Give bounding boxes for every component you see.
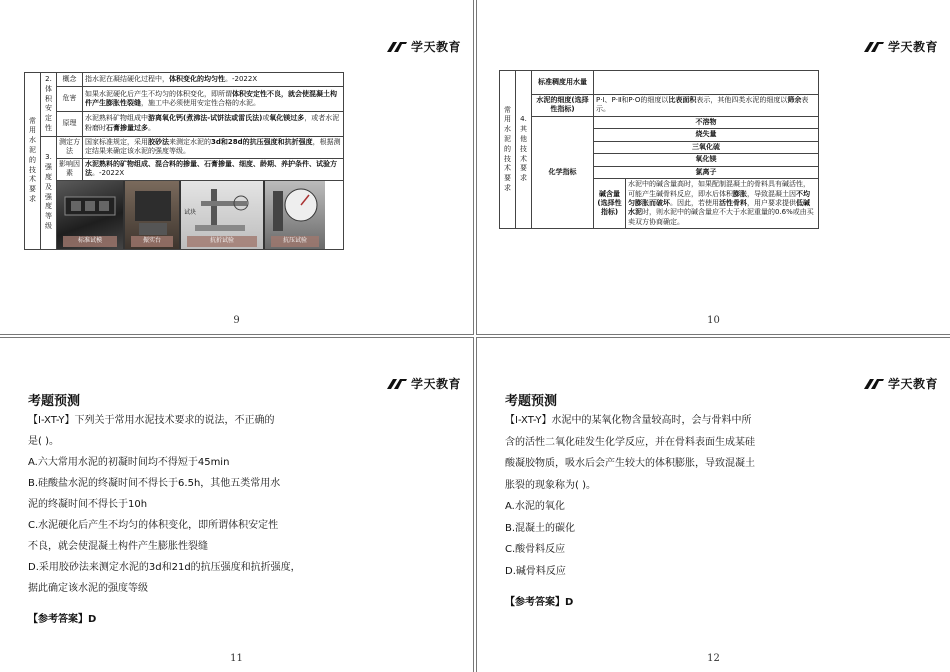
brand-mark-icon: [386, 41, 408, 53]
row-label: 影响因素: [57, 158, 83, 180]
brand-name: 学天教育: [410, 40, 461, 54]
row-content: P·Ⅰ、P·Ⅱ和P·O的细度以比表面积表示，其他四类水泥的细度以筛余表示。: [594, 95, 819, 117]
question-stem: 胀裂的现象称为( )。: [505, 479, 596, 491]
alkali-content: 水泥中的碱含量高时，如果配制混凝土的骨料具有碱活性，可能产生碱骨料反应，即水后体积膨胀，导致混凝土因不均匀膨胀而破坏。因此，若使用活性骨料，用户要求提供低碱水泥时，则水泥中的碱含量应不大于水泥重量的0.6%或由买卖双方协商确定。: [626, 179, 819, 229]
chem-item: 氯离子: [594, 166, 819, 178]
brand-mark-icon: [863, 41, 885, 53]
question-body: [28, 410, 301, 630]
brand-mark-icon: [386, 378, 408, 390]
section-3-cell: 3. 强度及强度等级: [41, 136, 57, 249]
photo-strip: [57, 181, 343, 249]
main-category-cell: 常用水泥的技术要求: [500, 71, 516, 229]
row-label: 标准稠度用水量: [532, 71, 594, 95]
main-category-cell: 常用水泥的技术要求: [25, 73, 41, 250]
row-label: 测定方法: [57, 136, 83, 158]
brand-logo: [863, 375, 938, 392]
row-content: 水泥熟料的矿物组成、混合料的掺量、石膏掺量、细度、龄期、养护条件、试验方法。-2022X: [83, 158, 344, 180]
chem-item: 不溶物: [594, 116, 819, 128]
option-c: C.酸骨料反应: [505, 544, 566, 555]
page-number: 10: [707, 315, 720, 326]
section-4-cell: 4. 其他技术要求: [516, 71, 532, 229]
photo-compression-test: [265, 181, 325, 249]
photo-caption: 抗压试验: [271, 236, 319, 246]
row-content: 指水泥在凝结硬化过程中，体积变化的均匀性。-2022X: [83, 73, 344, 87]
reference-answer: 【参考答案】D: [505, 597, 574, 608]
brand-name: 学天教育: [887, 377, 938, 391]
row-content: 如果水泥硬化后产生不均匀的体积变化，即所谓体积安定性不良，就会使混凝土构件产生膨胀性裂缝，施工中必须使用安定性合格的水泥。: [83, 87, 344, 112]
option-d: D.碱骨料反应: [505, 565, 566, 577]
row-content: 水泥熟料矿物组成中游离氧化钙(煮沸法-试饼法或雷氏法)或氧化镁过多，或者水泥粉磨时石膏掺量过多。: [83, 111, 344, 136]
specimen-label: 试块: [184, 208, 197, 216]
other-requirements-table: [499, 70, 819, 229]
photo-caption: 抗折试验: [187, 236, 257, 246]
option-a: A.六大常用水泥的初凝时间均不得短于45min: [28, 457, 230, 468]
row-label: 原理: [57, 111, 83, 136]
page-11: [0, 337, 474, 672]
option-b: B.硅酸盐水泥的终凝时间不得长于6.5h，其他五类常用水: [28, 478, 281, 489]
chem-item: 烧失量: [594, 129, 819, 141]
brand-logo: [386, 375, 461, 392]
brand-logo: [386, 38, 461, 55]
brand-mark-icon: [863, 378, 885, 390]
alkali-label: 碱含量(选择性指标): [594, 179, 626, 229]
page-number: 11: [230, 653, 243, 664]
section-2-cell: 2. 体积安定性: [41, 73, 57, 137]
brand-name: 学天教育: [410, 377, 461, 391]
page-12: [476, 337, 950, 672]
chem-index-label: 化学指标: [532, 116, 594, 228]
option-a: A.水泥的氧化: [505, 501, 565, 512]
row-content: 国家标准规定，采用胶砂法来测定水泥的3d和28d的抗压强度和抗折强度，根据测定结果来确定该水泥的强度等级。: [83, 136, 344, 158]
chem-item: 氧化镁: [594, 154, 819, 166]
option-c-cont: 不良，就会使混凝土构件产生膨胀性裂缝: [28, 541, 208, 552]
brand-name: 学天教育: [887, 40, 938, 54]
row-label: 概念: [57, 73, 83, 87]
page-number: 9: [233, 315, 240, 326]
cement-requirements-table: [24, 72, 344, 250]
question-stem: 含的活性二氧化硅发生化学反应，并在骨料表面生成某硅: [505, 436, 755, 448]
photo-strip-cell: [57, 180, 344, 249]
photo-flexural-test: [181, 181, 265, 249]
question-stem: 【Ⅰ-XT-Y】水泥中的某氧化物含量较高时，会与骨料中所: [505, 415, 752, 426]
question-stem: 是( )。: [28, 436, 59, 447]
question-stem: 酸凝胶物质，吸水后会产生较大的体积膨胀，导致混凝土: [505, 458, 755, 469]
option-c: C.水泥硬化后产生不均匀的体积变化，即所谓体积安定性: [28, 520, 279, 531]
photo-mold: [57, 181, 125, 249]
photo-vibration-table: [125, 181, 181, 249]
page-9: [0, 0, 474, 335]
photo-caption: 振实台: [131, 236, 173, 246]
question-body: [505, 410, 755, 614]
question-title: 考题预测: [505, 394, 558, 409]
question-title: 考题预测: [28, 394, 81, 409]
option-d: D.采用胶砂法来测定水泥的3d和21d的抗压强度和抗折强度，: [28, 562, 301, 573]
reference-answer: 【参考答案】D: [28, 614, 97, 625]
row-content: [594, 71, 819, 95]
option-d-cont: 据此确定该水泥的强度等级: [28, 583, 148, 594]
row-label: 水泥的细度(选择性指标): [532, 95, 594, 117]
page-10: [476, 0, 950, 335]
brand-logo: [863, 38, 938, 55]
option-b-cont: 泥的终凝时间不得长于10h: [28, 499, 148, 510]
question-stem: 【Ⅰ-XT-Y】下列关于常用水泥技术要求的说法，不正确的: [28, 415, 275, 426]
page-number: 12: [707, 653, 720, 664]
photo-caption: 标准试模: [63, 236, 117, 246]
option-b: B.混凝土的碳化: [505, 522, 576, 534]
row-label: 危害: [57, 87, 83, 112]
chem-item: 三氧化硫: [594, 141, 819, 153]
